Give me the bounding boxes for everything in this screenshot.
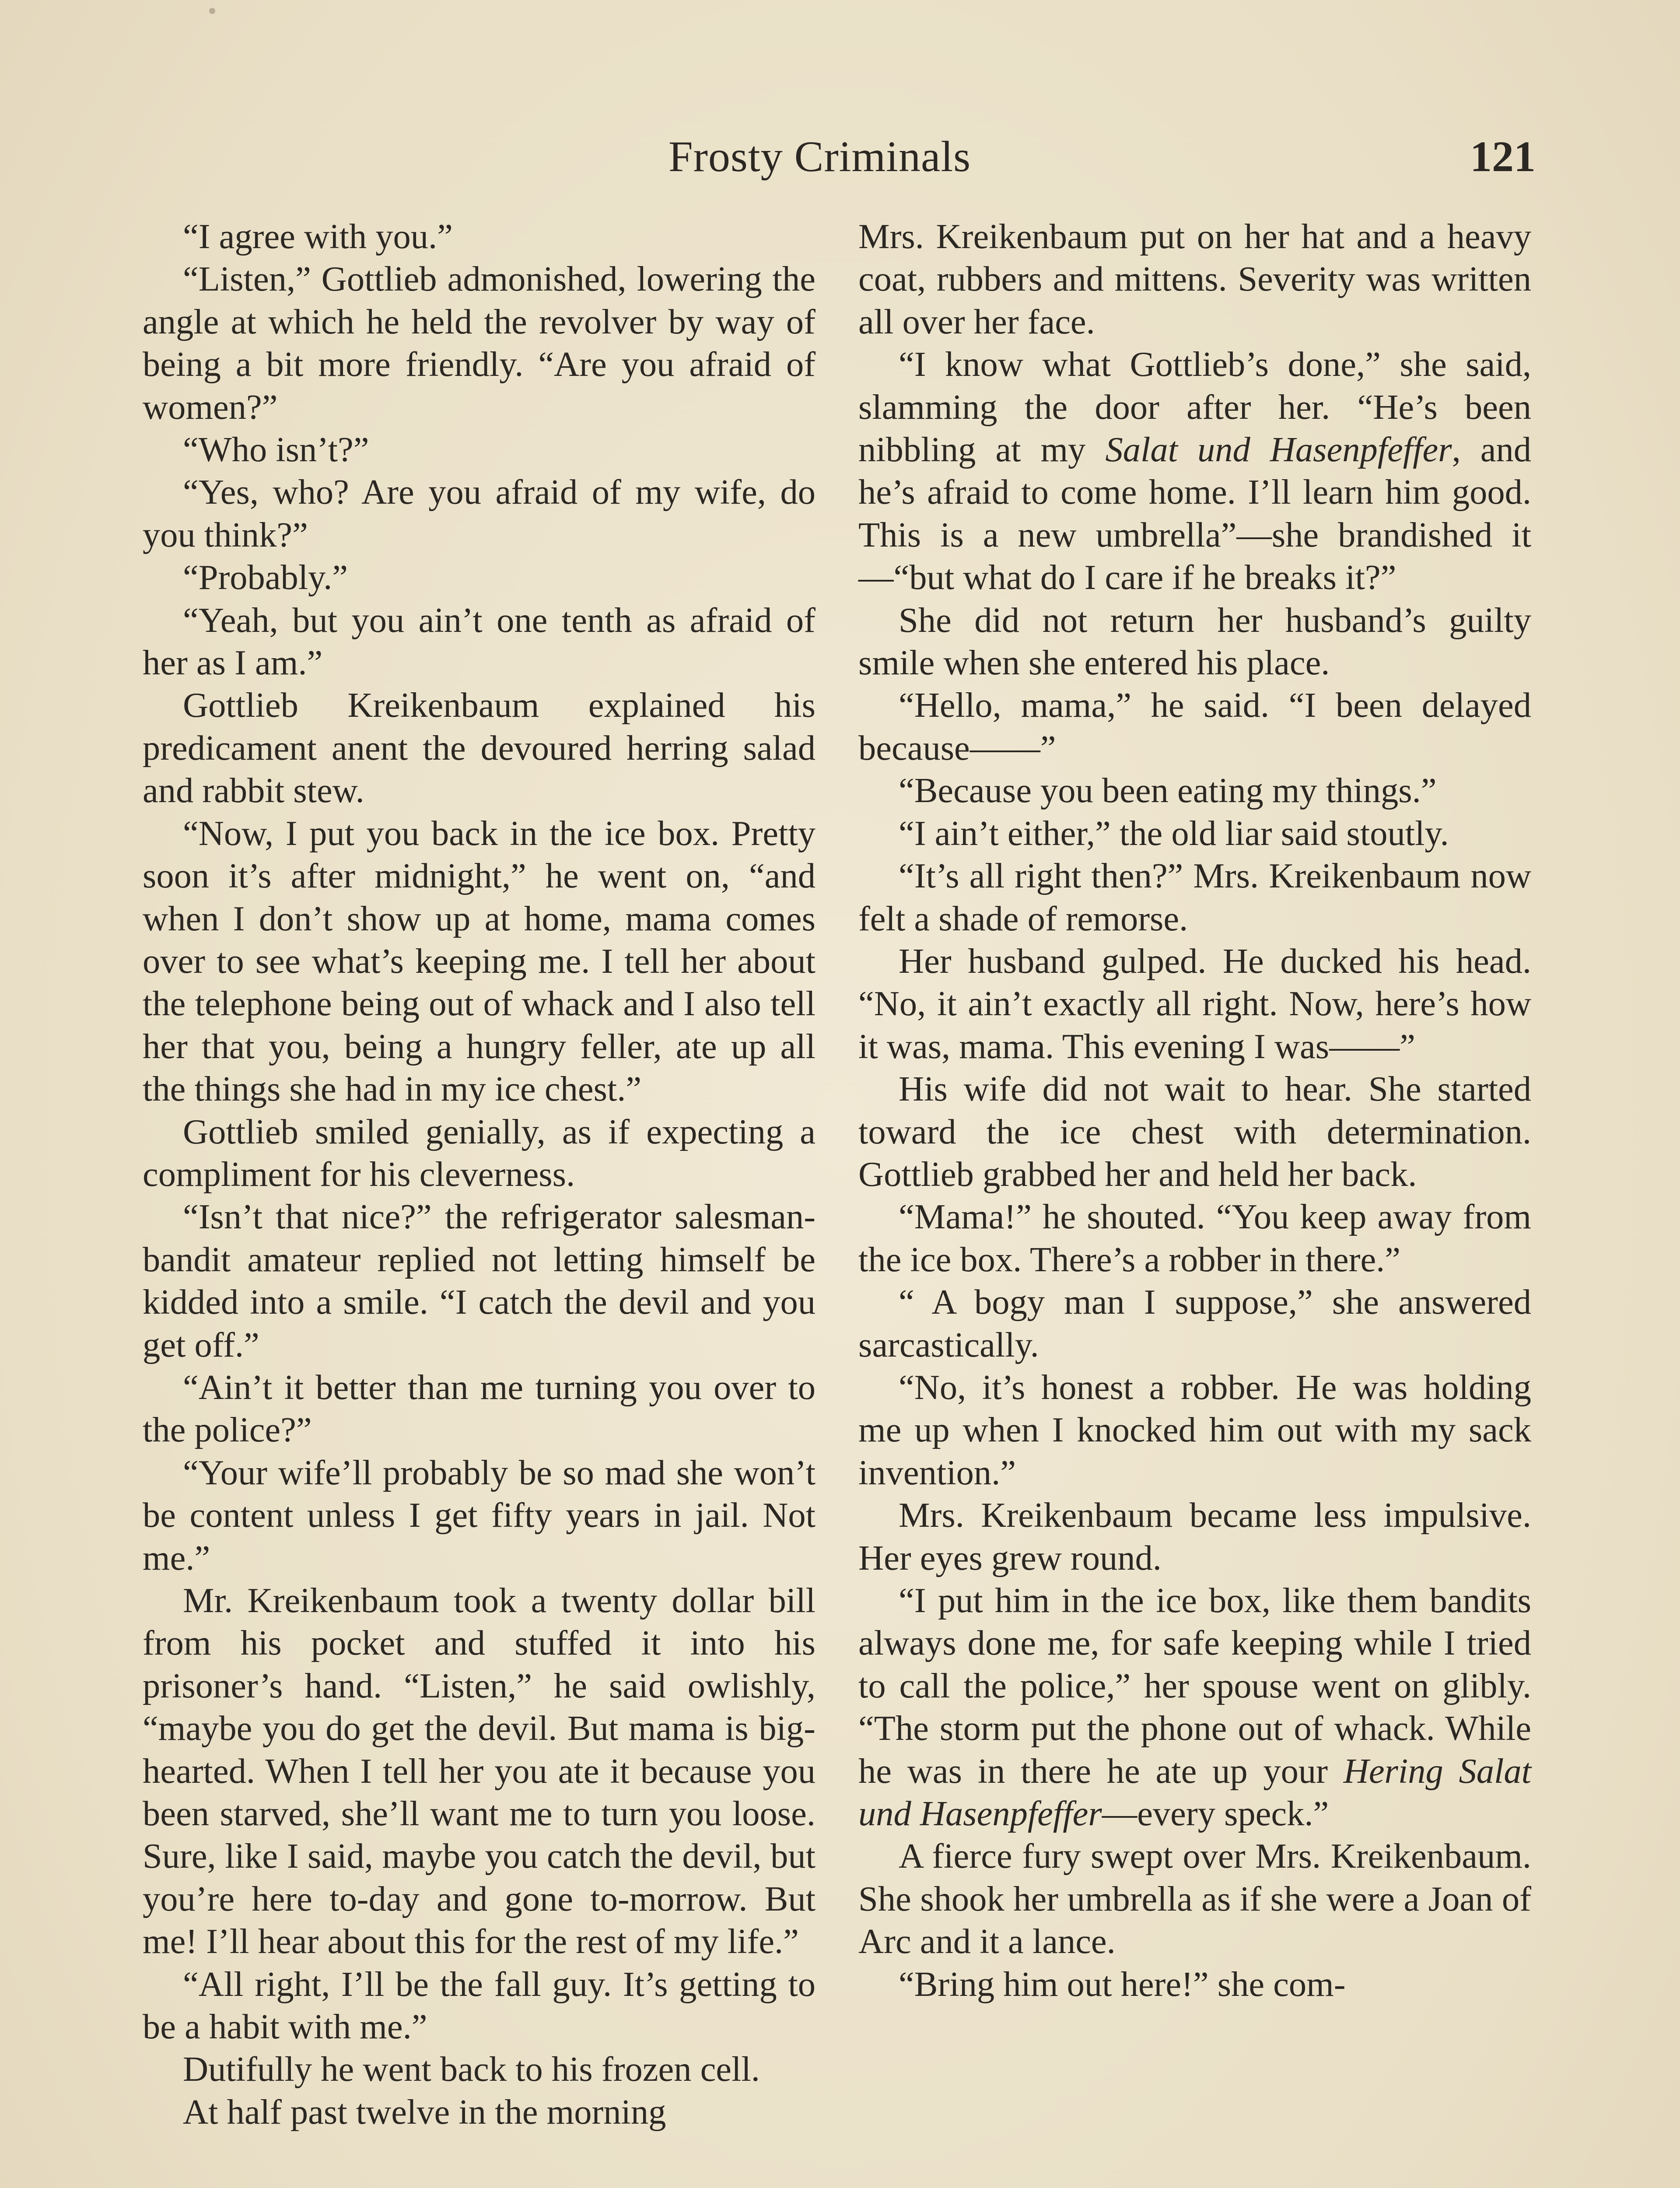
paper-speck <box>209 8 215 14</box>
paragraph: “Yes, who? Are you afraid of my wife, do you think?” <box>143 473 816 554</box>
paragraph: “Yeah, but you ain’t one tenth as afraid of her as I am.” <box>143 600 816 683</box>
page-header <box>0 131 1680 188</box>
paragraph: Gottlieb smiled genially, as if expecting a compliment for his cleverness. <box>143 1112 816 1194</box>
paragraph: “ A bogy man I suppose,” she answered sarcastically. <box>858 1283 1531 1364</box>
paragraph: “Probably.” <box>183 558 348 597</box>
paragraph: “Because you been eating my things.” <box>899 771 1437 810</box>
paragraph: “Hello, mama,” he said. “I been delayed because——” <box>858 686 1531 768</box>
paragraph: His wife did not wait to hear. She started toward the ice chest with determination. Gottlieb grabbed her and held her back. <box>858 1069 1531 1194</box>
paragraph: Dutifully he went back to his frozen cell. <box>183 2050 760 2089</box>
paragraph: “I know what Gottlieb’s done,” she said, slamming the door after her. “He’s been nibbling at my Salat und Hasenpfeffer, and he’s afraid to come home. I’ll learn him good. This is a new umbrella”—she brandished it—“but what do I care if he breaks it?” <box>858 345 1532 597</box>
right-text-column <box>858 215 1531 2006</box>
paragraph: “Your wife’ll probably be so mad she won’t be content unless I get fifty years in jail. Not me.” <box>143 1453 816 1578</box>
running-title: Frosty Criminals <box>668 132 971 181</box>
paragraph: “I put him in the ice box, like them bandits always done me, for safe keeping while I tried to call the police,” her spouse went on glibly. “The storm put the phone out of whack. While he was in there he ate up your Hering Salat und Hasenpfeffer—every speck.” <box>858 1581 1531 1834</box>
paragraph: Mrs. Kreikenbaum became less impulsive. Her eyes grew round. <box>858 1496 1531 1578</box>
paragraph: “Bring him out here!” she com- <box>899 1964 1346 2004</box>
paragraph: “It’s all right then?” Mrs. Kreikenbaum now felt a shade of remorse. <box>858 856 1531 938</box>
paragraph: “Who isn’t?” <box>183 430 369 470</box>
paragraph: Mr. Kreikenbaum took a twenty dollar bill from his pocket and stuffed it into his prisoner’s hand. “Listen,” he said owlishly, “maybe you do get the devil. But mama is big-hearted. When I tell her you ate it because you been starved, she’ll want me to turn you loose. Sure, like I said, maybe you catch the devil, but you’re here to-day and gone to-morrow. But me! I’ll hear about this for the rest of my life.” <box>143 1581 816 1961</box>
paragraph: “Ain’t it better than me turning you over to the police?” <box>143 1368 816 1450</box>
paragraph: “Now, I put you back in the ice box. Pretty soon it’s after midnight,” he went on, “and when I don’t show up at home, mama comes over to see what’s keeping me. I tell her about the telephone being out of whack and I also tell her that you, being a hungry feller, ate up all the things she had in my ice chest.” <box>143 813 816 1109</box>
paragraph: Her husband gulped. He ducked his head. “No, it ain’t exactly all right. Now, here’s how it was, mama. This evening I was——” <box>858 941 1531 1066</box>
paragraph: Gottlieb Kreikenbaum explained his predicament anent the devoured herring salad and rabbit stew. <box>143 686 816 810</box>
left-text-column <box>143 215 816 2133</box>
paragraph: “Isn’t that nice?” the refrigerator salesman-bandit amateur replied not letting himself be kidded into a smile. “I catch the devil and you get off.” <box>143 1197 816 1364</box>
paragraph: “All right, I’ll be the fall guy. It’s getting to be a habit with me.” <box>143 1964 816 2047</box>
paragraph: At half past twelve in the morning <box>183 2092 666 2132</box>
paragraph: “Listen,” Gottlieb admonished, lowering the angle at which he held the revolver by way of being a bit more friendly. “Are you afraid of women?” <box>143 259 816 427</box>
paragraph: A fierce fury swept over Mrs. Kreikenbaum. She shook her umbrella as if she were a Joan of Arc and it a lance. <box>858 1837 1531 1961</box>
paragraph: “I agree with you.” <box>183 217 453 256</box>
paragraph: Mrs. Kreikenbaum put on her hat and a heavy coat, rubbers and mittens. Severity was written all over her face. <box>858 217 1531 341</box>
page-number: 121 <box>1470 132 1536 181</box>
paragraph: “Mama!” he shouted. “You keep away from the ice box. There’s a robber in there.” <box>858 1197 1531 1279</box>
paragraph: “No, it’s honest a robber. He was holding me up when I knocked him out with my sack invention.” <box>858 1368 1531 1492</box>
paragraph: She did not return her husband’s guilty smile when she entered his place. <box>858 600 1531 683</box>
paragraph: “I ain’t either,” the old liar said stoutly. <box>899 813 1449 853</box>
